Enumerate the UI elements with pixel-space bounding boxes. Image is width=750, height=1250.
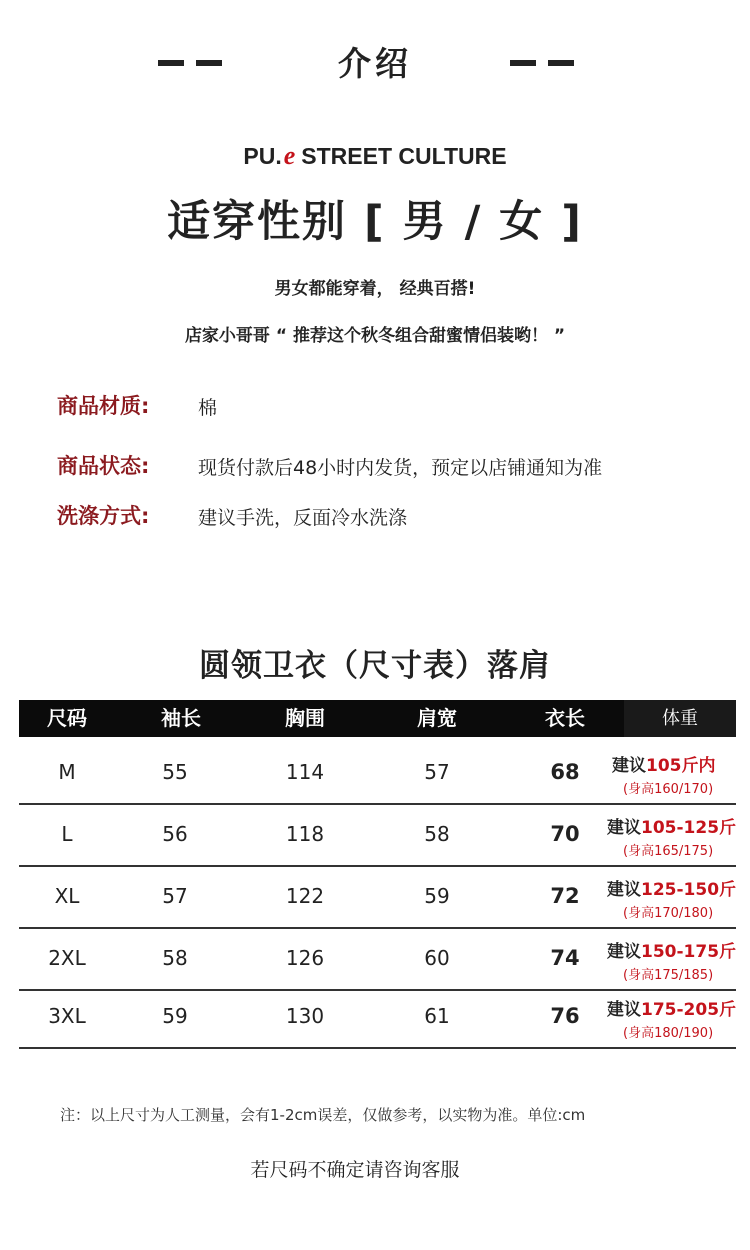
cell-sleeve: 55 <box>162 760 188 784</box>
weight-suggestion: 建议105-125斤 <box>607 818 737 838</box>
cell-length: 68 <box>550 760 580 784</box>
cell-length: 72 <box>550 884 580 908</box>
brand-mark: e <box>283 141 296 170</box>
material-value: 棉 <box>198 397 218 419</box>
cell-sleeve: 58 <box>162 946 188 970</box>
size-table-header <box>19 700 736 737</box>
cell-chest: 130 <box>285 1004 325 1028</box>
tagline-1: 男女都能穿着， 经典百搭! <box>274 279 476 299</box>
height-suggestion: (身高160/170) <box>623 782 714 797</box>
weight-suggestion: 建议105斤内 <box>612 756 716 776</box>
cell-length: 74 <box>550 946 580 970</box>
cell-size: L <box>61 822 73 846</box>
cell-shoulder: 61 <box>424 1004 450 1028</box>
cell-shoulder: 60 <box>424 946 450 970</box>
cell-chest: 126 <box>285 946 325 970</box>
header-chest: 胸围 <box>285 706 325 730</box>
right-dash-decoration <box>548 60 574 66</box>
height-suggestion: (身高170/180) <box>623 906 714 921</box>
size-table-title: 圆领卫衣（尺寸表）落肩 <box>199 648 551 684</box>
gender-heading: 适穿性别 [ 男 / 女 ] <box>167 197 583 247</box>
cell-shoulder: 58 <box>424 822 450 846</box>
table-row <box>19 985 736 1049</box>
brand-line <box>0 141 750 171</box>
cell-chest: 122 <box>285 884 325 908</box>
cell-size: M <box>58 760 76 784</box>
right-dash-decoration <box>510 60 536 66</box>
washing-value: 建议手洗，反面冷水洗涤 <box>198 507 408 529</box>
cell-size: 3XL <box>48 1004 86 1028</box>
customer-service-note: 若尺码不确定请咨询客服 <box>250 1159 460 1181</box>
cell-sleeve: 57 <box>162 884 188 908</box>
weight-suggestion: 建议125-150斤 <box>607 880 737 900</box>
cell-size: XL <box>54 884 80 908</box>
height-suggestion: (身高180/190) <box>623 1026 714 1041</box>
header-shoulder: 肩宽 <box>417 706 457 730</box>
status-label: 商品状态: <box>57 454 150 478</box>
measurement-note: 注：以上尺寸为人工测量，会有1-2cm误差，仅做参考，以实物为准。单位:cm <box>60 1106 586 1124</box>
section-title: 介绍 <box>338 44 412 83</box>
cell-length: 76 <box>550 1004 580 1028</box>
cell-size: 2XL <box>48 946 86 970</box>
height-suggestion: (身高175/185) <box>623 968 714 983</box>
cell-chest: 114 <box>285 760 325 784</box>
weight-suggestion: 建议150-175斤 <box>607 942 737 962</box>
weight-suggestion: 建议175-205斤 <box>607 1000 737 1020</box>
header-weight: 体重 <box>624 700 736 737</box>
header-length: 衣长 <box>545 706 585 730</box>
cell-sleeve: 59 <box>162 1004 188 1028</box>
status-value: 现货付款后48小时内发货，预定以店铺通知为准 <box>198 457 603 479</box>
cell-sleeve: 56 <box>162 822 188 846</box>
height-suggestion: (身高165/175) <box>623 844 714 859</box>
brand-prefix: PU. <box>243 143 282 169</box>
tagline-2: 店家小哥哥 “ 推荐这个秋冬组合甜蜜情侣装哟！ ” <box>184 326 566 346</box>
cell-chest: 118 <box>285 822 325 846</box>
material-label: 商品材质: <box>57 394 150 418</box>
header-size: 尺码 <box>47 706 87 730</box>
cell-length: 70 <box>550 822 580 846</box>
header-sleeve: 袖长 <box>161 706 201 730</box>
cell-shoulder: 59 <box>424 884 450 908</box>
washing-label: 洗涤方式: <box>57 504 150 528</box>
table-row <box>19 803 736 867</box>
table-row <box>19 927 736 991</box>
brand-suffix: STREET CULTURE <box>301 143 507 169</box>
cell-shoulder: 57 <box>424 760 450 784</box>
table-row <box>19 741 736 805</box>
table-row <box>19 865 736 929</box>
